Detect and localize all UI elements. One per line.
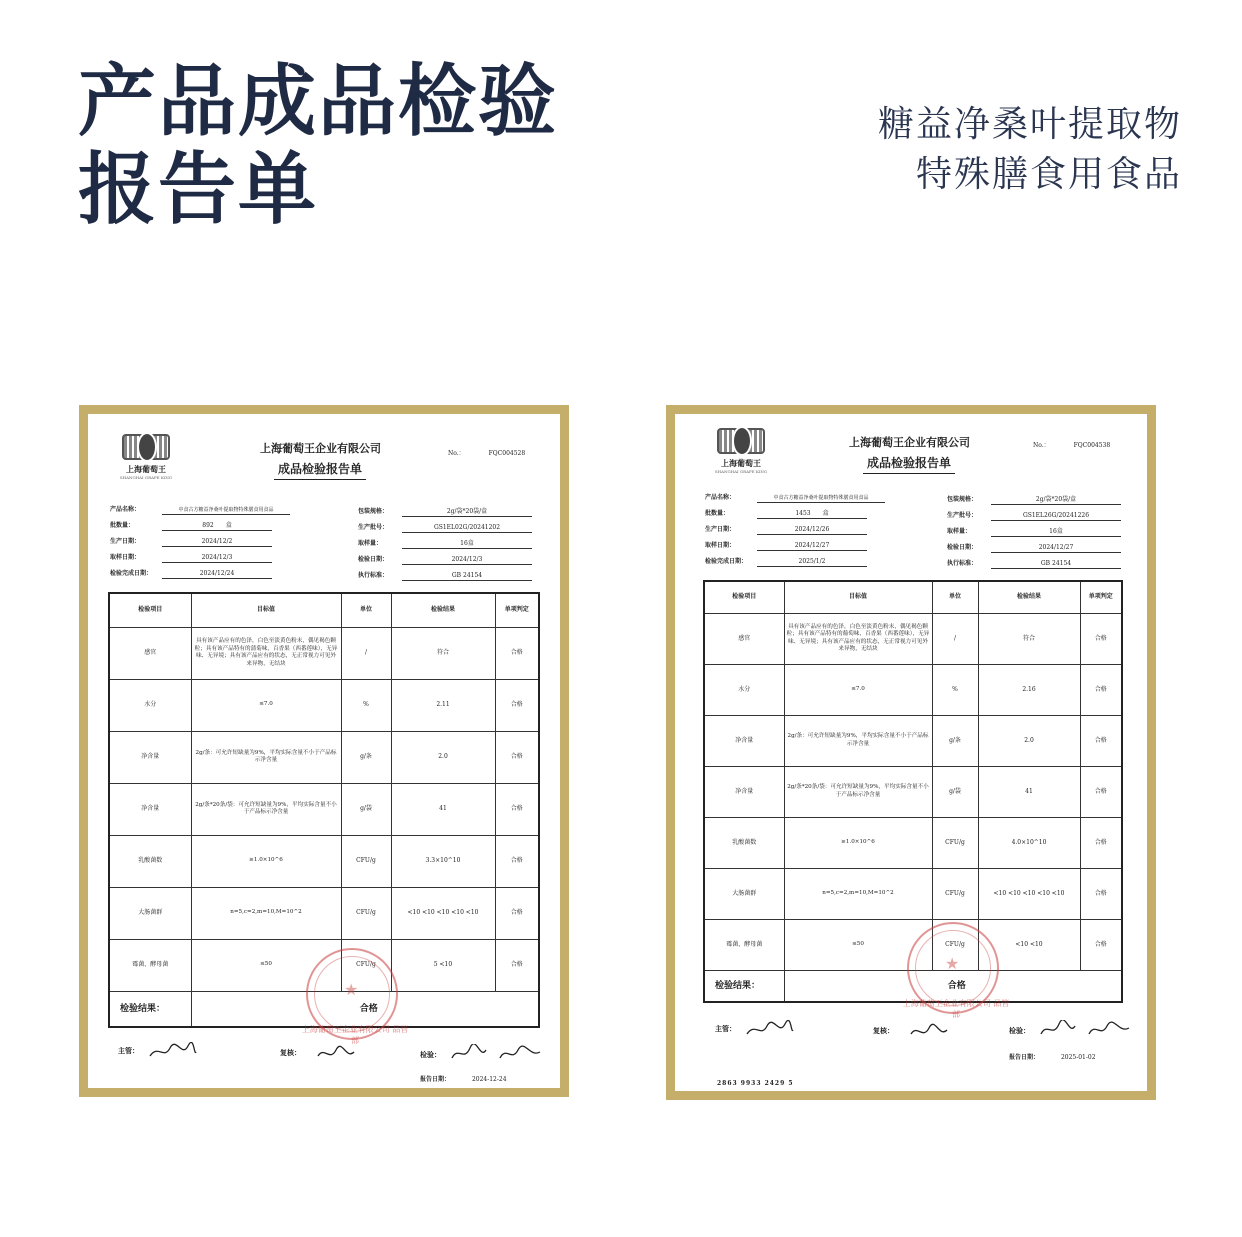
cell-judge: 合格 [1080, 919, 1122, 970]
sign-inspect-label: 检验： [420, 1051, 441, 1059]
report-number-label: No.： [448, 450, 465, 457]
cell-result: 5 <10 [391, 939, 495, 991]
report-date-value: 2024-12-24 [471, 1076, 507, 1083]
cell-target: ≤50 [784, 919, 932, 970]
field-label: 生产日期： [705, 526, 736, 533]
inspection-table [703, 580, 1123, 1003]
field-value: 2024/12/3 [162, 554, 272, 563]
cell-unit: g/袋 [341, 783, 391, 835]
table-row [704, 766, 1122, 817]
cell-result: <10 <10 [978, 919, 1080, 970]
cell-judge: 合格 [495, 679, 539, 731]
cell-judge: 合格 [495, 887, 539, 939]
sign-review-label: 复核： [280, 1049, 301, 1057]
field-prod-date [110, 536, 272, 547]
field-label: 检验完成日期： [705, 558, 748, 565]
header-cell: 目标值 [784, 581, 932, 613]
header-cell: 单项判定 [1080, 581, 1122, 613]
cell-unit: CFU/g [341, 835, 391, 887]
field-value: GS1EL02G/20241202 [402, 524, 532, 533]
company-logo [116, 434, 176, 480]
field-label: 产品名称： [705, 494, 736, 501]
cell-target: ≤7.0 [191, 679, 341, 731]
field-value: 2024/12/24 [162, 570, 272, 579]
grape-logo-icon [717, 428, 765, 454]
field-value: GB 24154 [991, 560, 1121, 569]
field-value: 16盒 [991, 526, 1121, 537]
report-frame-left [79, 405, 569, 1097]
header-cell: 检验项目 [109, 593, 191, 627]
cell-unit: % [341, 679, 391, 731]
logo-english-text: SHANGHAI GRAPE KING [714, 469, 768, 474]
table-row [704, 868, 1122, 919]
field-product-name [110, 504, 290, 515]
cell-judge: 合格 [1080, 766, 1122, 817]
cell-unit: g/条 [932, 715, 978, 766]
page-subtitle-line-2: 特殊膳食用食品 [915, 154, 1182, 195]
field-product-name [705, 492, 885, 503]
logo-brand-text: 上海葡萄王 [126, 465, 166, 474]
field-label: 包装规格： [947, 496, 978, 503]
field-value: 892 盒 [162, 520, 272, 531]
cell-judge: 合格 [495, 783, 539, 835]
cell-item: 感官 [109, 627, 191, 679]
field-sample-qty [947, 526, 1121, 537]
field-standard [358, 570, 532, 581]
cell-judge: 合格 [495, 731, 539, 783]
cell-target: ≤7.0 [784, 664, 932, 715]
cell-item: 净含量 [109, 731, 191, 783]
cell-result: 3.3×10^10 [391, 835, 495, 887]
cell-target: ≤50 [191, 939, 341, 991]
field-spec [358, 506, 532, 517]
field-value: 2024/12/3 [402, 556, 532, 565]
page-subtitle-line-1: 糖益净桑叶提取物 [877, 104, 1182, 145]
header-cell: 检验结果 [391, 593, 495, 627]
page-subtitle [878, 100, 1182, 200]
field-value: 16盒 [402, 538, 532, 549]
cell-judge: 合格 [495, 835, 539, 887]
report-title: 成品检验报告单 [274, 460, 366, 480]
cell-unit: / [932, 613, 978, 664]
report-number-label: No.： [1033, 442, 1050, 449]
field-label: 取样量： [947, 528, 972, 535]
sign-review-label: 复核： [873, 1027, 894, 1035]
field-test-date [358, 554, 532, 565]
field-done-date [705, 556, 867, 567]
cell-judge: 合格 [1080, 868, 1122, 919]
cell-target: ≥1.0×10^6 [191, 835, 341, 887]
field-value: GB 24154 [402, 572, 532, 581]
table-row [704, 613, 1122, 664]
field-prod-date [705, 524, 867, 535]
field-lot [947, 510, 1121, 521]
field-value: 2024/12/27 [991, 544, 1121, 553]
logo-brand-text: 上海葡萄王 [721, 459, 761, 468]
table-row [109, 783, 539, 835]
report-date [1009, 1052, 1096, 1061]
report-number-value: FQC004538 [1073, 442, 1111, 449]
field-value: 2g/袋*20袋/盒 [991, 494, 1121, 505]
cell-target: ≥1.0×10^6 [784, 817, 932, 868]
field-spec [947, 494, 1121, 505]
cell-result: <10 <10 <10 <10 <10 [978, 868, 1080, 919]
report-number [448, 448, 525, 457]
header-cell: 单位 [932, 581, 978, 613]
report-title: 成品检验报告单 [863, 454, 955, 474]
signature-review [316, 1044, 356, 1062]
cell-unit: CFU/g [341, 939, 391, 991]
report-date-value: 2025-01-02 [1060, 1054, 1096, 1061]
cell-target: 2g/条：可允许短缺量为9%，平均实际含量不小于产品标示净含量 [191, 731, 341, 783]
field-label: 执行标准： [358, 572, 389, 579]
cell-item: 大肠菌群 [109, 887, 191, 939]
field-label: 包装规格： [358, 508, 389, 515]
field-label: 取样日期： [110, 554, 141, 561]
field-value: 2024/12/27 [757, 542, 867, 551]
cell-item: 水分 [109, 679, 191, 731]
report-paper [88, 414, 560, 1088]
field-label: 生产批号： [358, 524, 389, 531]
field-value: 2025/1/2 [757, 558, 867, 567]
field-label: 批数量： [705, 510, 730, 517]
cell-unit: / [341, 627, 391, 679]
result-value: 合格 [784, 970, 1122, 1002]
cell-result: 2.16 [978, 664, 1080, 715]
cell-result: <10 <10 <10 <10 <10 [391, 887, 495, 939]
cell-judge: 合格 [1080, 715, 1122, 766]
field-label: 取样量： [358, 540, 383, 547]
cell-unit: CFU/g [932, 817, 978, 868]
field-label: 检验完成日期： [110, 570, 153, 577]
cell-target: 2g/条：可允许短缺量为9%，平均实际含量不小于产品标示净含量 [784, 715, 932, 766]
report-number [1033, 440, 1110, 449]
cell-item: 净含量 [704, 766, 784, 817]
cell-target: 具有该产品应有的色泽，白色至淡黄色粉末，偶见褐色颗粒；具有该产品特有的蒲菊味，百香果（西番莲味），无异味、无异境；具有该产品应有的状态，无正常视力可见外来异物，无结块 [191, 627, 341, 679]
cell-result: 2.11 [391, 679, 495, 731]
field-lot [358, 522, 532, 533]
table-row [109, 627, 539, 679]
cell-result: 2.0 [391, 731, 495, 783]
cell-target: n=5,c=2,m=10,M=10^2 [191, 887, 341, 939]
cell-target: n=5,c=2,m=10,M=10^2 [784, 868, 932, 919]
field-label: 生产日期： [110, 538, 141, 545]
table-row [704, 817, 1122, 868]
company-name: 上海葡萄王企业有限公司 [849, 436, 970, 449]
signature-inspect [450, 1044, 542, 1062]
field-sample-date [110, 552, 272, 563]
serial-number: 2863 9933 2429 5 [717, 1080, 794, 1087]
table-row [109, 679, 539, 731]
company-name: 上海葡萄王企业有限公司 [260, 442, 381, 455]
cell-target: 具有该产品应有的色泽，白色至淡黄色粉末，偶见褐色颗粒；具有该产品特有的葡萄味，百香果（西番莲味），无异味、无异境；具有该产品应有的状态，无正常视力可见外来异物，无结块 [784, 613, 932, 664]
page-title [78, 58, 558, 234]
cell-judge: 合格 [1080, 613, 1122, 664]
header-cell: 目标值 [191, 593, 341, 627]
field-value: 2024/12/2 [162, 538, 272, 547]
field-test-date [947, 542, 1121, 553]
cell-judge: 合格 [1080, 817, 1122, 868]
cell-item: 大肠菌群 [704, 868, 784, 919]
field-label: 取样日期： [705, 542, 736, 549]
field-label: 执行标准： [947, 560, 978, 567]
cell-unit: g/袋 [932, 766, 978, 817]
cell-item: 感官 [704, 613, 784, 664]
cell-judge: 合格 [495, 939, 539, 991]
cell-item: 乳酸菌数 [704, 817, 784, 868]
stamp-text: 上海葡萄王企业有限公司 品管部 [301, 1025, 409, 1045]
header-cell: 单位 [341, 593, 391, 627]
cell-item: 霉菌、酵母菌 [704, 919, 784, 970]
sign-supervisor-label: 主管： [118, 1047, 139, 1055]
cell-item: 净含量 [704, 715, 784, 766]
cell-unit: CFU/g [341, 887, 391, 939]
report-date-label: 报告日期： [1009, 1054, 1040, 1061]
field-value: 1453 盒 [757, 508, 867, 519]
field-value: 中食古方糖益净桑叶提取物特殊膳食用食品 [162, 506, 290, 515]
cell-judge: 合格 [495, 627, 539, 679]
report-frame-right [666, 405, 1156, 1100]
cell-result: 符合 [978, 613, 1080, 664]
result-label: 检验结果： [109, 991, 191, 1027]
cell-result: 2.0 [978, 715, 1080, 766]
cell-result: 符合 [391, 627, 495, 679]
cell-judge: 合格 [1080, 664, 1122, 715]
result-label: 检验结果： [704, 970, 784, 1002]
signature-supervisor [745, 1020, 795, 1038]
signature-inspect [1039, 1020, 1131, 1038]
field-label: 检验日期： [947, 544, 978, 551]
report-date-label: 报告日期： [420, 1076, 451, 1083]
page-title-line-2: 报告单 [78, 145, 319, 235]
cell-item: 霉菌、酵母菌 [109, 939, 191, 991]
field-standard [947, 558, 1121, 569]
cell-result: 4.0×10^10 [978, 817, 1080, 868]
field-value: 2024/12/26 [757, 526, 867, 535]
cell-unit: CFU/g [932, 868, 978, 919]
result-value: 合格 [191, 991, 539, 1027]
grape-logo-icon [122, 434, 170, 460]
sign-inspect-label: 检验： [1009, 1027, 1030, 1035]
header-cell: 单项判定 [495, 593, 539, 627]
header-cell: 检验项目 [704, 581, 784, 613]
field-label: 检验日期： [358, 556, 389, 563]
page-title-line-1: 产品成品检验 [78, 57, 559, 147]
table-header-row [109, 593, 539, 627]
cell-target: 2g/条*20条/袋：可允许短缺量为9%，平均实际含量不小于产品标示净含量 [784, 766, 932, 817]
field-label: 产品名称： [110, 506, 141, 513]
cell-unit: g/条 [341, 731, 391, 783]
table-header-row [704, 581, 1122, 613]
field-done-date [110, 568, 272, 579]
report-date [420, 1074, 507, 1083]
field-sample-qty [358, 538, 532, 549]
logo-english-text: SHANGHAI GRAPE KING [119, 475, 173, 480]
field-sample-date [705, 540, 867, 551]
cell-unit: % [932, 664, 978, 715]
field-label: 生产批号： [947, 512, 978, 519]
report-number-value: FQC004528 [488, 450, 526, 457]
table-row [704, 664, 1122, 715]
cell-target: 2g/条*20条/袋：可允许短缺量为9%，平均实际含量不小于产品标示净含量 [191, 783, 341, 835]
field-value: 中食古方糖益净桑叶提取物特殊膳食用食品 [757, 494, 885, 503]
table-row [109, 835, 539, 887]
cell-item: 乳酸菌数 [109, 835, 191, 887]
cell-result: 41 [978, 766, 1080, 817]
field-batch-qty [110, 520, 272, 531]
field-label: 批数量： [110, 522, 135, 529]
cell-unit: CFU/g [932, 919, 978, 970]
signature-supervisor [148, 1042, 198, 1060]
company-logo [711, 428, 771, 474]
field-value: GS1EL26G/20241226 [991, 512, 1121, 521]
cell-item: 水分 [704, 664, 784, 715]
field-batch-qty [705, 508, 867, 519]
cell-result: 41 [391, 783, 495, 835]
sign-supervisor-label: 主管： [715, 1025, 736, 1033]
signature-review [909, 1022, 949, 1040]
report-paper [675, 414, 1147, 1091]
cell-item: 净含量 [109, 783, 191, 835]
stamp-text: 上海葡萄王企业有限公司 品管部 [902, 999, 1010, 1019]
table-row [704, 715, 1122, 766]
table-row [109, 731, 539, 783]
field-value: 2g/袋*20袋/盒 [402, 506, 532, 517]
header-cell: 检验结果 [978, 581, 1080, 613]
table-row [109, 887, 539, 939]
